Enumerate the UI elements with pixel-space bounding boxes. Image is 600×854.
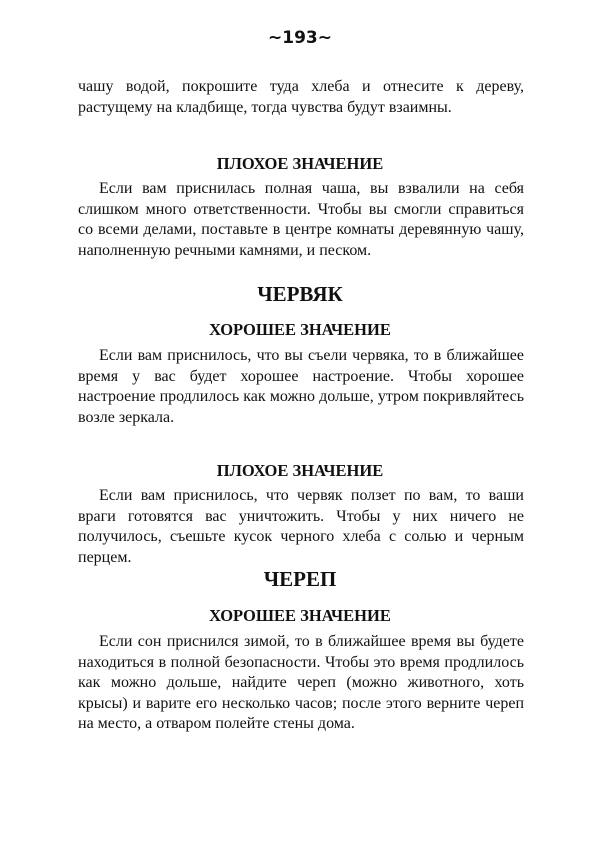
worm-good-meaning-paragraph: Если вам приснилось, что вы съели червяка, то в ближайшее время у вас будет хорошее настроение. Чтобы хорошее настроение продлилось как можно дольше, утром покривляйтесь возле зеркала.: [78, 347, 524, 426]
worm-good-meaning-heading: ХОРОШЕЕ ЗНАЧЕНИЕ: [209, 320, 391, 339]
worm-bad-meaning-heading: ПЛОХОЕ ЗНАЧЕНИЕ: [216, 461, 384, 480]
bad-meaning-heading: ПЛОХОЕ ЗНАЧЕНИЕ: [216, 154, 384, 173]
intro-paragraph: чашу водой, покрошите туда хлеба и отнесите к дереву, растущему на кладбище, тогда чувства будут взаимны.: [78, 78, 524, 116]
bad-meaning-paragraph: Если вам приснилась полная чаша, вы взвалили на себя слишком много ответственности. Чтобы вы смогли справиться со всеми делами, поставьте в центре комнаты деревянную чашу, наполненную речными камнями, и песком.: [78, 180, 524, 259]
skull-good-meaning-paragraph: Если сон приснился зимой, то в ближайшее время вы будете находиться в полной безопасности. Чтобы это время продлилось как можно дольше, найдите череп (можно животного, хоть крысы) и варите его несколько часов; после этого верните череп на место, а отваром полейте стены дома.: [78, 633, 524, 732]
skull-good-meaning-heading: ХОРОШЕЕ ЗНАЧЕНИЕ: [209, 606, 391, 625]
entry-title-worm: ЧЕРВЯК: [257, 282, 343, 306]
worm-bad-meaning-paragraph: Если вам приснилось, что червяк ползет по вам, то ваши враги готовятся вас уничтожить. Чтобы у них ничего не получилось, съешьте кусок черного хлеба с солью и черным перцем.: [78, 487, 524, 566]
page-number: ~193~: [268, 28, 332, 48]
entry-title-skull: ЧЕРЕП: [263, 567, 337, 591]
